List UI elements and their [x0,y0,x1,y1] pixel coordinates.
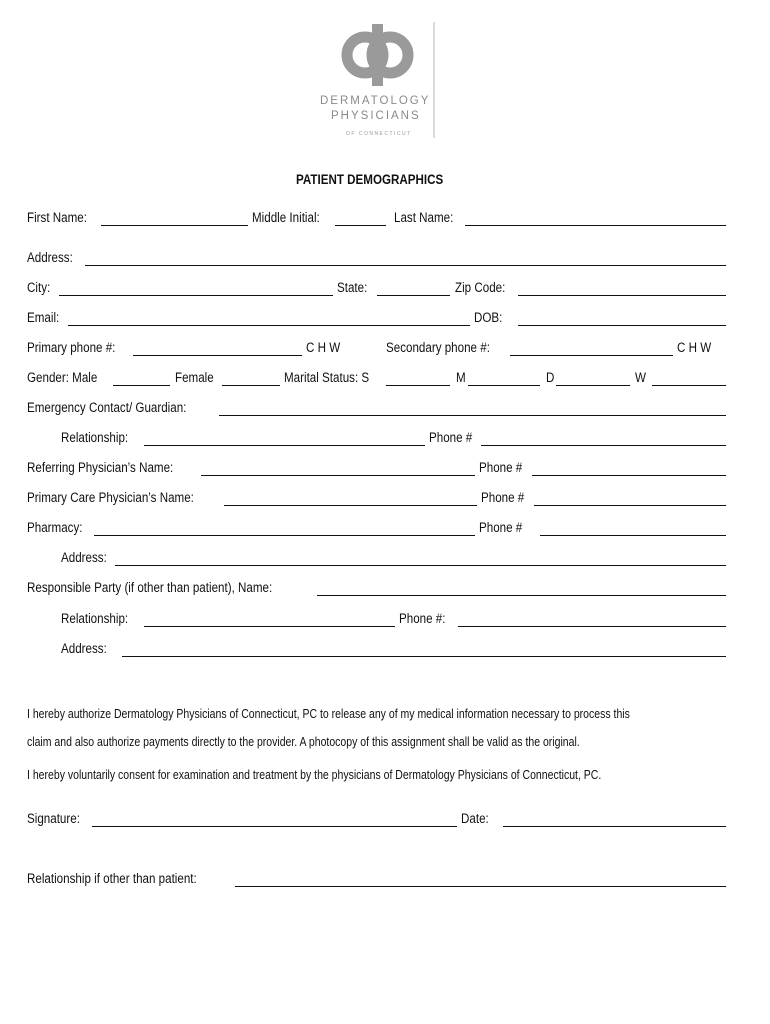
email-label: Email: [27,310,60,325]
rp-relationship-field[interactable] [144,626,395,627]
ec-relationship-field[interactable] [144,445,425,446]
gender-male-label: Gender: Male [27,370,98,385]
address-field[interactable] [85,265,726,266]
referring-phone-label: Phone # [479,460,523,475]
rp-address-label: Address: [61,641,107,656]
emergency-contact-label: Emergency Contact/ Guardian: [27,400,187,415]
authorization-paragraph-line-1: I hereby authorize Dermatology Physicians of Connecticut, PC to release any of my medical information necessary to process this [27,707,630,721]
practice-logo [310,18,440,140]
pharmacy-address-field[interactable] [115,565,726,566]
middle-initial-label: Middle Initial: [252,210,320,225]
responsible-party-field[interactable] [317,595,726,596]
city-label: City: [27,280,51,295]
date-label: Date: [461,811,489,826]
pcp-field[interactable] [224,505,477,506]
primary-phone-type[interactable]: C H W [306,340,341,355]
gender-female-field[interactable] [222,385,280,386]
marital-d-label: D [546,370,555,385]
gender-female-label: Female [175,370,214,385]
state-field[interactable] [377,295,450,296]
responsible-party-label: Responsible Party (if other than patient), Name: [27,580,273,595]
pcp-phone-label: Phone # [481,490,525,505]
marital-single-field[interactable] [386,385,450,386]
primary-phone-label: Primary phone #: [27,340,116,355]
first-name-field[interactable] [101,225,248,226]
pcp-phone-field[interactable] [534,505,726,506]
consent-paragraph: I hereby voluntarily consent for examination and treatment by the physicians of Dermatology Physicians of Connecticut, PC. [27,768,602,782]
rp-address-field[interactable] [122,656,726,657]
emergency-contact-field[interactable] [219,415,726,416]
ec-phone-field[interactable] [481,445,726,446]
zip-label: Zip Code: [455,280,506,295]
pharmacy-label: Pharmacy: [27,520,83,535]
pharmacy-field[interactable] [94,535,475,536]
referring-physician-field[interactable] [201,475,475,476]
gender-male-field[interactable] [113,385,170,386]
logo-line-dermatology: DERMATOLOGY [320,95,431,107]
pharmacy-phone-field[interactable] [540,535,726,536]
pharmacy-address-label: Address: [61,550,107,565]
pharmacy-phone-label: Phone # [479,520,523,535]
relationship-other-label: Relationship if other than patient: [27,871,197,886]
page-title: PATIENT DEMOGRAPHICS [296,172,444,187]
referring-physician-label: Referring Physician’s Name: [27,460,174,475]
last-name-label: Last Name: [394,210,454,225]
marital-w-label: W [635,370,646,385]
rp-relationship-label: Relationship: [61,611,129,626]
pcp-label: Primary Care Physician’s Name: [27,490,194,505]
address-label: Address: [27,250,73,265]
city-field[interactable] [59,295,333,296]
rp-phone-field[interactable] [458,626,726,627]
marital-widowed-field[interactable] [652,385,726,386]
date-field[interactable] [503,826,726,827]
marital-divorced-field[interactable] [556,385,630,386]
secondary-phone-label: Secondary phone #: [386,340,490,355]
first-name-label: First Name: [27,210,87,225]
middle-initial-field[interactable] [335,225,386,226]
state-label: State: [337,280,368,295]
authorization-paragraph-line-2: claim and also authorize payments directly to the provider. A photocopy of this assignment shall be valid as the original. [27,735,580,749]
marital-status-label: Marital Status: S [284,370,370,385]
primary-phone-field[interactable] [133,355,302,356]
dob-label: DOB: [474,310,503,325]
ec-relationship-label: Relationship: [61,430,129,445]
referring-phone-field[interactable] [532,475,726,476]
marital-m-label: M [456,370,466,385]
logo-line-of-connecticut: OF CONNECTICUT [346,131,412,137]
logo-line-physicians: PHYSICIANS [331,110,421,122]
signature-field[interactable] [92,826,457,827]
marital-married-field[interactable] [468,385,540,386]
ec-phone-label: Phone # [429,430,473,445]
rp-phone-label: Phone #: [399,611,446,626]
zip-field[interactable] [518,295,726,296]
relationship-other-field[interactable] [235,886,726,887]
dob-field[interactable] [518,325,726,326]
secondary-phone-type[interactable]: C H W [677,340,712,355]
signature-label: Signature: [27,811,80,826]
email-field[interactable] [68,325,470,326]
last-name-field[interactable] [465,225,726,226]
secondary-phone-field[interactable] [510,355,673,356]
